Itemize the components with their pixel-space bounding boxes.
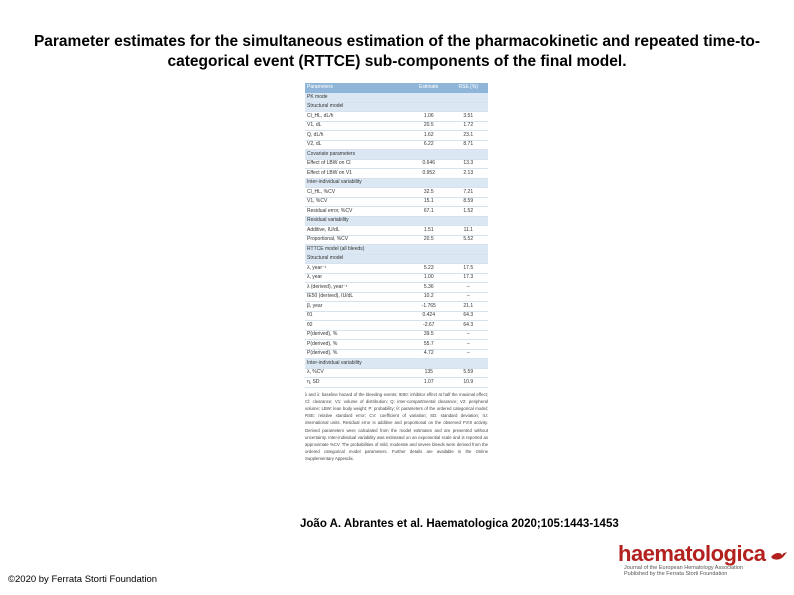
parameter-label: RTTCE model (all bleeds) — [305, 245, 409, 255]
table-row — [305, 207, 488, 217]
rse-cell: 3.51 — [449, 112, 489, 122]
estimate-cell: 15.1 — [409, 197, 449, 207]
parameter-label: Inter-individual variability — [305, 178, 409, 188]
rse-cell: 5.52 — [449, 235, 489, 245]
table-row — [305, 283, 488, 293]
parameter-label: Residual variability — [305, 216, 409, 226]
table-row — [305, 264, 488, 274]
table-row — [305, 340, 488, 350]
header-parameters: Parameters — [305, 83, 409, 93]
table-row — [305, 321, 488, 331]
rse-cell: 7.21 — [449, 188, 489, 198]
parameter-label: PK mode — [305, 93, 409, 102]
citation: João A. Abrantes et al. Haematologica 2020;105:1443-1453 — [300, 518, 619, 530]
table-section-row — [305, 216, 488, 226]
rse-cell: – — [449, 292, 489, 302]
estimate-cell: 10.2 — [409, 292, 449, 302]
estimate-cell: 5.36 — [409, 283, 449, 293]
table-row — [305, 112, 488, 122]
estimate-cell: 20.5 — [409, 121, 449, 131]
header-estimate: Estimate — [409, 83, 449, 93]
parameter-label: Proportional, %CV — [305, 235, 409, 245]
rse-cell — [449, 254, 489, 264]
rse-cell: 17.3 — [449, 273, 489, 283]
rse-cell: 8.59 — [449, 197, 489, 207]
estimate-cell: 67.1 — [409, 207, 449, 217]
parameter-label: Structural model — [305, 102, 409, 112]
rse-cell: 21.1 — [449, 302, 489, 312]
rse-cell: 1.72 — [449, 121, 489, 131]
parameter-label: V2, dL — [305, 140, 409, 150]
estimate-cell: -2.67 — [409, 321, 449, 331]
parameter-label: Cl_HL, dL/h — [305, 112, 409, 122]
parameter-label: P(derived), % — [305, 330, 409, 340]
logo-subtitle-2: Published by the Ferrata Storti Foundation — [624, 571, 728, 577]
table-row — [305, 226, 488, 236]
table-row — [305, 330, 488, 340]
estimate-cell — [409, 102, 449, 112]
rse-cell — [449, 359, 489, 369]
estimate-cell: 39.5 — [409, 330, 449, 340]
rse-cell — [449, 102, 489, 112]
table-section-row — [305, 178, 488, 188]
rse-cell: 8.71 — [449, 140, 489, 150]
estimate-cell — [409, 359, 449, 369]
parameter-label: P(derived), % — [305, 340, 409, 350]
estimate-cell: 135 — [409, 368, 449, 378]
estimate-cell — [409, 150, 449, 160]
table-row — [305, 140, 488, 150]
rse-cell: 23.1 — [449, 131, 489, 141]
rse-cell: 1.52 — [449, 207, 489, 217]
rse-cell — [449, 93, 489, 102]
table-row — [305, 311, 488, 321]
parameter-label: Cl_HL, %CV — [305, 188, 409, 198]
estimate-cell: 6.22 — [409, 140, 449, 150]
rse-cell: 64.3 — [449, 321, 489, 331]
estimate-cell: 4.72 — [409, 349, 449, 359]
table-row — [305, 302, 488, 312]
parameter-label: IE50 (derived), IU/dL — [305, 292, 409, 302]
table-row — [305, 368, 488, 378]
parameter-label: Residual error, %CV — [305, 207, 409, 217]
rse-cell: 13.3 — [449, 159, 489, 169]
table-section-row — [305, 359, 488, 369]
rse-cell: 10.9 — [449, 378, 489, 388]
rse-cell: 2.13 — [449, 169, 489, 179]
parameter-table-figure — [305, 83, 488, 463]
rse-cell: 64.3 — [449, 311, 489, 321]
estimate-cell: 1.07 — [409, 378, 449, 388]
parameter-label: η, SD — [305, 378, 409, 388]
table-row — [305, 188, 488, 198]
estimate-cell: 0.424 — [409, 311, 449, 321]
parameter-label: θ1 — [305, 311, 409, 321]
table-row — [305, 292, 488, 302]
estimate-cell: 0.952 — [409, 169, 449, 179]
estimate-cell — [409, 245, 449, 255]
rse-cell: – — [449, 349, 489, 359]
estimate-cell — [409, 93, 449, 102]
estimate-cell: 1.62 — [409, 131, 449, 141]
rse-cell — [449, 216, 489, 226]
table-row — [305, 273, 488, 283]
logo-bird-icon — [770, 549, 788, 563]
parameter-label: λ, year — [305, 273, 409, 283]
rse-cell — [449, 178, 489, 188]
parameter-label: β, year — [305, 302, 409, 312]
parameter-label: Covariate parameters — [305, 150, 409, 160]
rse-cell: – — [449, 283, 489, 293]
parameter-label: λ, %CV — [305, 368, 409, 378]
rse-cell: – — [449, 340, 489, 350]
parameter-label: Structural model — [305, 254, 409, 264]
parameter-label: Q, dL/h — [305, 131, 409, 141]
estimate-cell: 1.51 — [409, 226, 449, 236]
estimate-cell: 0.646 — [409, 159, 449, 169]
table-row — [305, 349, 488, 359]
parameter-label: Inter-individual variability — [305, 359, 409, 369]
parameter-label: V1, dL — [305, 121, 409, 131]
parameter-label: Effect of LBW on V1 — [305, 169, 409, 179]
parameter-label: Effect of LBW on Cl — [305, 159, 409, 169]
parameter-label: P(derived), % — [305, 349, 409, 359]
table-section-row — [305, 245, 488, 255]
parameter-label: λ, year⁻¹ — [305, 264, 409, 274]
estimate-cell: 55.7 — [409, 340, 449, 350]
table-row — [305, 159, 488, 169]
rse-cell: 5.59 — [449, 368, 489, 378]
table-row — [305, 169, 488, 179]
parameter-label: Additive, IU/dL — [305, 226, 409, 236]
table-section-row — [305, 254, 488, 264]
table-section-row — [305, 102, 488, 112]
rse-cell: – — [449, 330, 489, 340]
rse-cell: 11.1 — [449, 226, 489, 236]
estimate-cell: 32.5 — [409, 188, 449, 198]
estimate-cell: 5.23 — [409, 264, 449, 274]
parameter-table — [305, 83, 488, 388]
header-rse: RSE (%) — [449, 83, 489, 93]
table-row — [305, 197, 488, 207]
copyright: ©2020 by Ferrata Storti Foundation — [8, 574, 158, 585]
table-body — [305, 93, 488, 387]
parameter-label: V1, %CV — [305, 197, 409, 207]
table-row — [305, 235, 488, 245]
table-header-row — [305, 83, 488, 93]
estimate-cell: 1.00 — [409, 273, 449, 283]
estimate-cell — [409, 254, 449, 264]
estimate-cell: -1.765 — [409, 302, 449, 312]
parameter-label: θ2 — [305, 321, 409, 331]
table-footnote: λ and λ: baseline hazard of the bleeding events; IE50: inhibitor effect at half the maximal effect; Cl: clearance; V1: volume of distribution; Q: inter-compartmental clearance; V2: peripheral volume; LBW: lean body weight; P: probability; θ: parameters of the ordered categorical model; RSE: relative standard error; CV: coefficient of variation; SD: standard deviation; IU: international units. Residual error is additive and proportional on the observed FVIII activity. Derived parameters were calculated from the model estimates and are presented without uncertainty. Inter-individual variability was estimated on an exponential scale and is reported as approximate %CV. The probabilities of mild, moderate and severe bleeds were derived from the ordered categorical model parameters. Further details are available in the Online Supplementary Appendix. — [305, 391, 488, 462]
table-section-row — [305, 150, 488, 160]
estimate-cell: 20.5 — [409, 235, 449, 245]
haematologica-logo — [618, 543, 788, 577]
estimate-cell: 1.06 — [409, 112, 449, 122]
table-row — [305, 131, 488, 141]
table-section-row — [305, 93, 488, 102]
logo-wordmark: haematologica — [618, 541, 766, 566]
parameter-label: λ (derived), year⁻¹ — [305, 283, 409, 293]
table-row — [305, 121, 488, 131]
table-row — [305, 378, 488, 388]
estimate-cell — [409, 178, 449, 188]
rse-cell: 17.5 — [449, 264, 489, 274]
rse-cell — [449, 150, 489, 160]
logo-subtitle-1: Journal of the European Hematology Association — [624, 565, 743, 571]
estimate-cell — [409, 216, 449, 226]
rse-cell — [449, 245, 489, 255]
slide-title: Parameter estimates for the simultaneous estimation of the pharmacokinetic and repeated time-to-categorical event (RTTCE) sub-components of the final model. — [33, 33, 761, 70]
